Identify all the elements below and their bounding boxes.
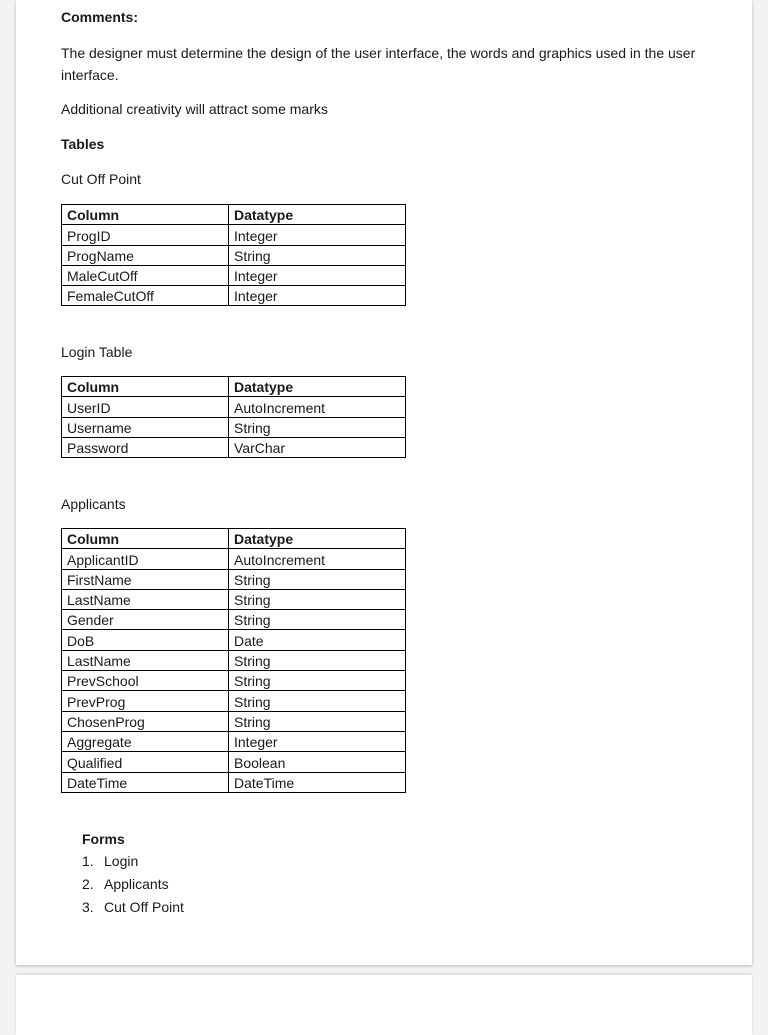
cell-datatype: Integer — [229, 286, 406, 306]
table-row — [62, 772, 406, 792]
header-column: Column — [62, 529, 229, 549]
comments-heading: Comments: — [61, 9, 139, 25]
table-row — [62, 731, 406, 751]
header-datatype: Datatype — [229, 529, 406, 549]
cell-datatype: VarChar — [229, 437, 406, 457]
header-datatype: Datatype — [229, 205, 406, 225]
cell-column: FirstName — [62, 569, 229, 589]
cell-column: Aggregate — [62, 731, 229, 751]
cell-datatype: String — [229, 245, 406, 265]
cell-datatype: AutoIncrement — [229, 397, 406, 417]
cell-column: PrevSchool — [62, 671, 229, 691]
cell-datatype: String — [229, 610, 406, 630]
table-row — [62, 417, 406, 437]
table-header-row — [62, 377, 406, 397]
header-column: Column — [62, 377, 229, 397]
cell-column: MaleCutOff — [62, 265, 229, 285]
table-row — [62, 630, 406, 650]
cell-datatype: Integer — [229, 265, 406, 285]
table-row — [62, 589, 406, 609]
table-row — [62, 286, 406, 306]
cell-column: DoB — [62, 630, 229, 650]
list-item — [82, 896, 184, 919]
cell-datatype: Integer — [229, 225, 406, 245]
cell-column: PrevProg — [62, 691, 229, 711]
cell-column: Password — [62, 437, 229, 457]
table-row — [62, 650, 406, 670]
table-title-login: Login Table — [61, 344, 133, 360]
table-row — [62, 549, 406, 569]
applicants-table — [61, 528, 406, 793]
table-row — [62, 711, 406, 731]
cell-datatype: String — [229, 569, 406, 589]
cell-column: ProgID — [62, 225, 229, 245]
cell-column: LastName — [62, 650, 229, 670]
cell-column: LastName — [62, 589, 229, 609]
forms-heading: Forms — [82, 831, 125, 847]
cell-datatype: String — [229, 691, 406, 711]
cell-datatype: String — [229, 589, 406, 609]
cell-column: UserID — [62, 397, 229, 417]
login-table — [61, 376, 406, 458]
paragraph-creativity: Additional creativity will attract some marks — [61, 101, 328, 117]
cell-column: ProgName — [62, 245, 229, 265]
document-page-2 — [16, 975, 752, 1035]
cell-datatype: Integer — [229, 731, 406, 751]
cell-datatype: DateTime — [229, 772, 406, 792]
table-header-row — [62, 205, 406, 225]
header-column: Column — [62, 205, 229, 225]
cell-datatype: String — [229, 417, 406, 437]
cell-datatype: String — [229, 650, 406, 670]
list-number: 2. — [82, 876, 94, 892]
tables-heading: Tables — [61, 136, 105, 152]
cell-datatype: AutoIncrement — [229, 549, 406, 569]
header-datatype: Datatype — [229, 377, 406, 397]
forms-list — [82, 850, 184, 919]
table-row — [62, 691, 406, 711]
cell-column: DateTime — [62, 772, 229, 792]
cell-column: ChosenProg — [62, 711, 229, 731]
cell-column: Qualified — [62, 752, 229, 772]
table-row — [62, 610, 406, 630]
table-row — [62, 265, 406, 285]
list-label: Applicants — [104, 876, 169, 892]
table-header-row — [62, 529, 406, 549]
table-row — [62, 397, 406, 417]
document-page-1 — [16, 0, 752, 965]
table-title-cut-off-point: Cut Off Point — [61, 171, 141, 187]
list-item — [82, 873, 184, 896]
table-row — [62, 671, 406, 691]
cell-column: Gender — [62, 610, 229, 630]
table-title-applicants: Applicants — [61, 496, 126, 512]
cell-datatype: Date — [229, 630, 406, 650]
list-number: 1. — [82, 853, 94, 869]
cell-datatype: String — [229, 711, 406, 731]
cell-column: Username — [62, 417, 229, 437]
table-row — [62, 569, 406, 589]
list-label: Cut Off Point — [104, 899, 184, 915]
cell-datatype: Boolean — [229, 752, 406, 772]
cut-off-point-table — [61, 204, 406, 306]
cell-column: ApplicantID — [62, 549, 229, 569]
cell-column: FemaleCutOff — [62, 286, 229, 306]
table-row — [62, 245, 406, 265]
table-row — [62, 225, 406, 245]
list-item — [82, 850, 184, 873]
paragraph-design-requirement: The designer must determine the design of the user interface, the words and graphics used in the user interface. — [61, 45, 696, 83]
cell-datatype: String — [229, 671, 406, 691]
table-row — [62, 437, 406, 457]
list-number: 3. — [82, 899, 94, 915]
list-label: Login — [104, 853, 139, 869]
table-row — [62, 752, 406, 772]
